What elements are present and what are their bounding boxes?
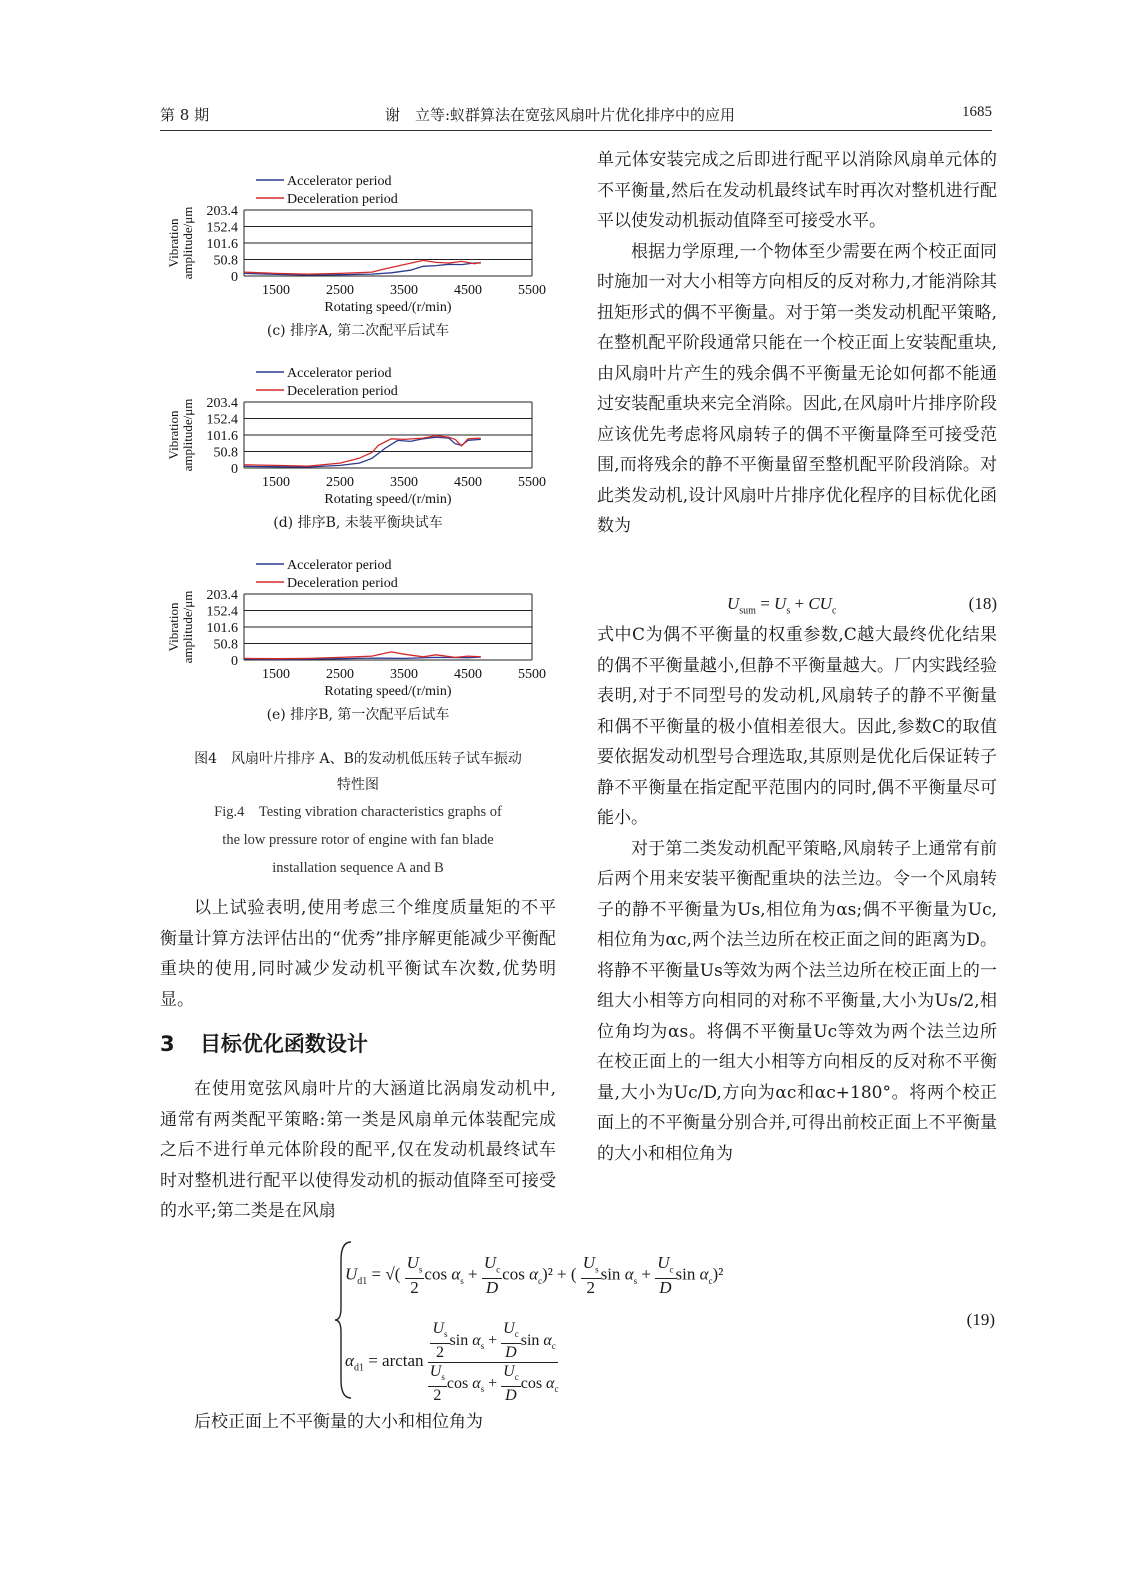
y-tick-label: 0: [231, 654, 238, 669]
x-tick-label: 2500: [326, 475, 354, 490]
equation-18: $U_{sum} = U_s + CU_c$ (18): [727, 594, 997, 617]
bottom-line: [160, 1407, 660, 1438]
legend-label: Deceleration period: [287, 192, 398, 207]
x-axis-label: Rotating speed/(r/min): [324, 684, 452, 699]
equation-number: (19): [966, 1310, 995, 1329]
x-tick-label: 4500: [454, 475, 482, 490]
left-column: [160, 893, 556, 1015]
x-tick-label: 1500: [262, 667, 290, 682]
y-tick-label: 203.4: [206, 396, 238, 411]
legend-label: Accelerator period: [287, 174, 392, 189]
series-line-deceleration: [244, 260, 481, 274]
paragraph: 在使用宽弦风扇叶片的大涵道比涡扇发动机中,通常有两类配平策略:第一类是风扇单元体装配完成之后不进行单元体阶段的配平,仅在发动机最终试车时对整机进行配平以使得发动机的振动值降至可接受的水平;第二类是在风扇: [160, 1079, 556, 1221]
paragraph: 对于第二类发动机配平策略,风扇转子上通常有前后两个用来安装平衡配重块的法兰边。令一个风扇转子的静不平衡量为Us,相位角为αs;偶不平衡量为Uc,相位角为αc,两个法兰边所在校正面之间的距离为D。将静不平衡量Us等效为两个法兰边所在校正面上的一组大小相等方向相同的对称不平衡量,大小为Us/2,相位角均为αs。将偶不平衡量Uc等效为两个法兰边所在校正面上的一组大小相等方向相反的反对称不平衡量,大小为Uc/D,方向为αc和αc+180°。将两个校正面上的不平衡量分别合并,可得出前校正面上不平衡量的大小和相位角为: [597, 838, 997, 1164]
y-tick-label: 50.8: [213, 637, 238, 653]
y-axis-label: Vibration: [166, 218, 181, 268]
x-axis-label: Rotating speed/(r/min): [324, 300, 452, 315]
y-tick-label: 50.8: [213, 445, 238, 461]
y-tick-label: 101.6: [206, 621, 238, 637]
y-tick-label: 203.4: [206, 204, 238, 219]
y-axis-label: amplitude/μm: [180, 206, 195, 280]
caption-en-line1: Fig.4 Testing vibration characteristics graphs of: [214, 804, 502, 820]
y-tick-label: 0: [231, 462, 238, 477]
x-tick-label: 3500: [390, 283, 418, 298]
legend-label: Deceleration period: [287, 384, 398, 399]
chart-panel-e: [160, 552, 556, 702]
x-tick-label: 3500: [390, 475, 418, 490]
x-tick-label: 4500: [454, 283, 482, 298]
page-number: 1685: [962, 104, 992, 120]
y-tick-label: 152.4: [206, 604, 238, 620]
y-tick-label: 101.6: [206, 237, 238, 253]
x-tick-label: 5500: [518, 667, 546, 682]
header-rule: [160, 130, 992, 131]
panel-caption-c: (c) 排序A, 第二次配平后试车: [266, 323, 450, 339]
x-axis-label: Rotating speed/(r/min): [324, 492, 452, 507]
x-tick-label: 2500: [326, 283, 354, 298]
x-tick-label: 4500: [454, 667, 482, 682]
paragraph: 以上试验表明,使用考虑三个维度质量矩的不平衡量计算方法评估出的“优秀”排序解更能减少平衡配重块的使用,同时减少发动机平衡试车次数,优势明显。: [160, 898, 556, 1010]
y-tick-label: 0: [231, 270, 238, 285]
legend-label: Deceleration period: [287, 576, 398, 591]
equation-19: $U_{d1}$ = √( $\frac{U_s}{2}$ $\cos \alpha_s$ + $\frac{U_c}{D}$ $\cos \alpha_c)^2$ + ( $\frac{U_s}{2}$ $\sin \alpha_s$ + $\frac{U_c}{D}$ $\sin \alpha_c)^2$ $\alpha_{d1} = \arctan$ $\frac{U_s}{2}$ $\sin \alpha_s$ + $\frac{U_c}{D}$ $\sin \alpha_c$ $\frac{U_s}{2}$ $\cos \alpha_s$ + $\frac{U_c}{D}$ $\cos \alpha_c$ (19): [335, 1240, 995, 1400]
chart-panel-c: [160, 168, 556, 318]
panel-caption-e: (e) 排序B, 第一次配平后试车: [266, 707, 450, 723]
running-header: [160, 104, 992, 126]
y-tick-label: 50.8: [213, 253, 238, 269]
paragraph: 单元体安装完成之后即进行配平以消除风扇单元体的不平衡量,然后在发动机最终试车时再次对整机进行配平以使发动机振动值降至可接受水平。: [597, 150, 997, 231]
chart-panel-d: [160, 360, 556, 510]
legend-label: Accelerator period: [287, 558, 392, 573]
section-number: 3: [160, 1032, 175, 1056]
x-tick-label: 1500: [262, 475, 290, 490]
y-tick-label: 203.4: [206, 588, 238, 603]
y-axis-label: Vibration: [166, 410, 181, 460]
y-axis-label: amplitude/μm: [180, 590, 195, 664]
series-line-accelerator: [244, 437, 481, 467]
x-tick-label: 3500: [390, 667, 418, 682]
y-tick-label: 101.6: [206, 429, 238, 445]
right-column-2: [597, 620, 997, 1169]
paragraph: 根据力学原理,一个物体至少需要在两个校正面同时施加一对大小相等方向相反的反对称力,才能消除其扭矩形式的偶不平衡量。对于第一类发动机配平策略,在整机配平阶段通常只能在一个校正面上安装配重块,由风扇叶片产生的残余偶不平衡量无论如何都不能通过安装配重块来完全消除。因此,在风扇叶片排序阶段应该优先考虑将风扇转子的偶不平衡量降至可接受范围,而将残余的静不平衡量留至整机配平阶段消除。对此类发动机,设计风扇叶片排序优化程序的目标优化函数为: [597, 241, 997, 536]
paragraph: 后校正面上不平衡量的大小和相位角为: [194, 1412, 483, 1432]
x-tick-label: 5500: [518, 475, 546, 490]
caption-cn-line1: 图4 风扇叶片排序 A、B的发动机低压转子试车振动: [194, 751, 522, 767]
left-column-2: [160, 1074, 556, 1227]
figure-4: [160, 168, 556, 344]
running-title: 谢 立等:蚁群算法在宽弦风扇叶片优化排序中的应用: [385, 106, 736, 124]
caption-en-line2: the low pressure rotor of engine with fan blade: [222, 832, 494, 848]
section-heading: [160, 1028, 368, 1058]
y-tick-label: 152.4: [206, 412, 238, 428]
section-title: 目标优化函数设计: [199, 1032, 368, 1056]
y-axis-label: amplitude/μm: [180, 398, 195, 472]
figure-4-e: [160, 552, 556, 728]
caption-cn-line2: 特性图: [337, 777, 379, 793]
legend-label: Accelerator period: [287, 366, 392, 381]
paragraph: 式中C为偶不平衡量的权重参数,C越大最终优化结果的偶不平衡量越小,但静不平衡量越大。厂内实践经验表明,对于不同型号的发动机,风扇转子的静不平衡量和偶不平衡量的极小值相差很大。因此,参数C的取值要依据发动机型号合理选取,其原则是优化后保证转子静不平衡量在指定配平范围内的同时,偶不平衡量尽可能小。: [597, 625, 997, 828]
caption-en-line3: installation sequence A and B: [272, 860, 444, 876]
issue-number: 第 8 期: [160, 106, 210, 124]
right-column: [597, 145, 997, 542]
equation-number: (18): [968, 594, 997, 613]
y-axis-label: Vibration: [166, 602, 181, 652]
x-tick-label: 1500: [262, 283, 290, 298]
panel-caption-d: (d) 排序B, 未装平衡块试车: [273, 515, 443, 531]
x-tick-label: 2500: [326, 667, 354, 682]
figure-caption: [160, 746, 556, 882]
y-tick-label: 152.4: [206, 220, 238, 236]
figure-4-d: [160, 360, 556, 536]
x-tick-label: 5500: [518, 283, 546, 298]
